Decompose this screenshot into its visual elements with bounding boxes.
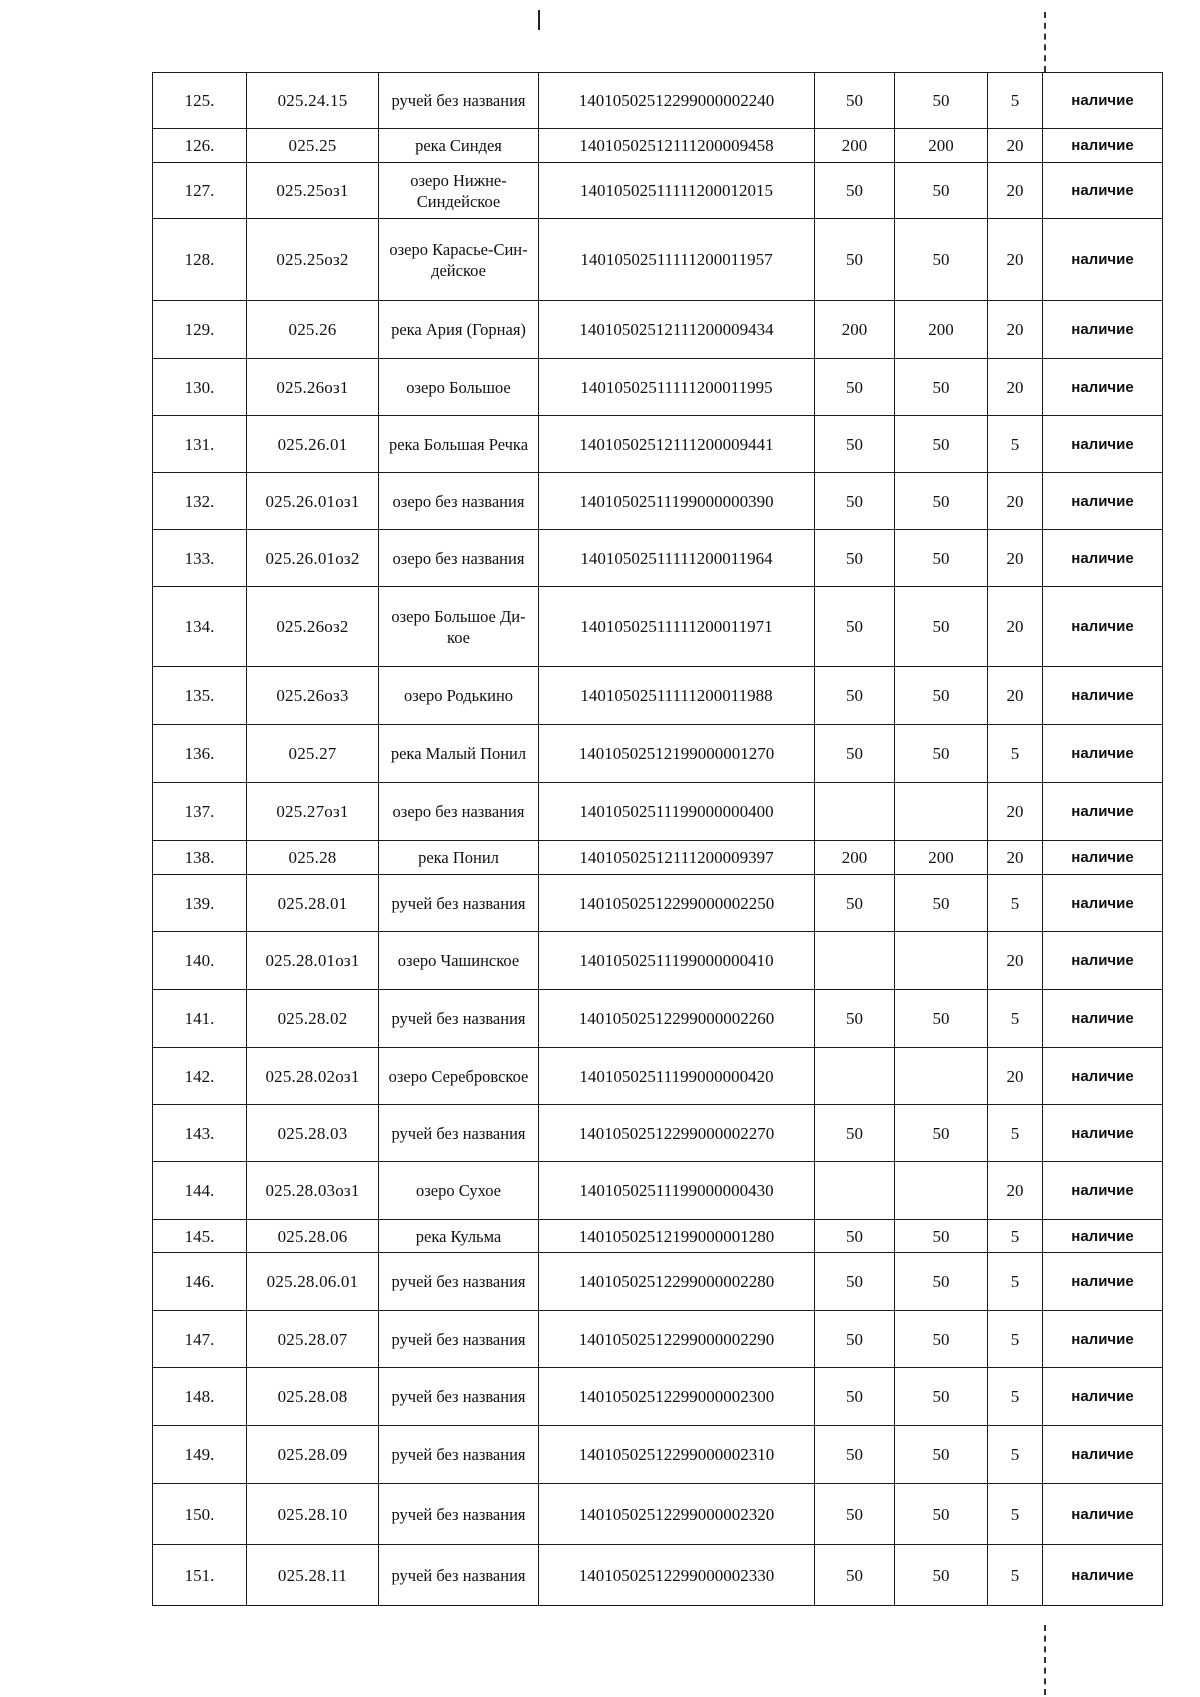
water-protection-zone-width-cell: 50 [815,359,895,416]
availability-status-cell: наличие [1043,1162,1163,1220]
registry-id-cell: 14010502512299000002290 [539,1311,815,1368]
water-protection-zone-width-cell: 50 [815,1426,895,1484]
registry-id-cell: 14010502512299000002300 [539,1368,815,1426]
availability-status-cell: наличие [1043,1368,1163,1426]
row-number-cell: 147. [153,1311,247,1368]
registry-id-cell: 14010502512299000002270 [539,1105,815,1162]
coastal-protection-strip-width-cell: 50 [895,875,988,932]
object-code-cell: 025.25оз2 [247,219,379,301]
availability-status-cell: наличие [1043,587,1163,667]
object-name-cell: ручей без названия [379,990,539,1048]
registry-id-cell: 14010502511199000000420 [539,1048,815,1105]
coastal-strip-width-cell: 5 [988,1545,1043,1606]
object-name-cell: озеро Серебровское [379,1048,539,1105]
table-row [153,1368,1163,1426]
coastal-strip-width-cell: 5 [988,990,1043,1048]
table-row [153,875,1163,932]
coastal-protection-strip-width-cell: 50 [895,990,988,1048]
object-name-cell: ручей без названия [379,1253,539,1311]
coastal-strip-width-cell: 5 [988,1253,1043,1311]
table-row [153,1220,1163,1253]
water-protection-zone-width-cell: 50 [815,725,895,783]
row-number-cell: 128. [153,219,247,301]
availability-status-cell: наличие [1043,530,1163,587]
registry-id-cell: 14010502511111200011971 [539,587,815,667]
table-row [153,1105,1163,1162]
object-name-cell: ручей без названия [379,1545,539,1606]
registry-id-cell: 14010502511111200011988 [539,667,815,725]
availability-status-cell: наличие [1043,1311,1163,1368]
table-row [153,841,1163,875]
row-number-cell: 143. [153,1105,247,1162]
scan-edge-line-top [1044,12,1046,72]
coastal-strip-width-cell: 20 [988,1048,1043,1105]
row-number-cell: 136. [153,725,247,783]
table-row [153,1048,1163,1105]
registry-id-cell: 14010502511199000000410 [539,932,815,990]
object-name-cell: ручей без названия [379,1484,539,1545]
registry-id-cell: 14010502512299000002240 [539,73,815,129]
table-row [153,932,1163,990]
registry-id-cell: 14010502511111200011964 [539,530,815,587]
availability-status-cell: наличие [1043,875,1163,932]
registry-id-cell: 14010502511199000000400 [539,783,815,841]
object-code-cell: 025.28.08 [247,1368,379,1426]
object-code-cell: 025.26оз2 [247,587,379,667]
row-number-cell: 131. [153,416,247,473]
availability-status-cell: наличие [1043,1545,1163,1606]
coastal-strip-width-cell: 5 [988,1105,1043,1162]
coastal-strip-width-cell: 5 [988,1220,1043,1253]
coastal-protection-strip-width-cell [895,1162,988,1220]
object-code-cell: 025.26.01оз1 [247,473,379,530]
coastal-protection-strip-width-cell: 50 [895,1220,988,1253]
row-number-cell: 149. [153,1426,247,1484]
availability-status-cell: наличие [1043,301,1163,359]
water-bodies-table [152,72,1163,1606]
water-protection-zone-width-cell: 50 [815,530,895,587]
coastal-protection-strip-width-cell: 50 [895,1545,988,1606]
object-code-cell: 025.26.01 [247,416,379,473]
coastal-protection-strip-width-cell: 50 [895,359,988,416]
coastal-strip-width-cell: 20 [988,841,1043,875]
water-protection-zone-width-cell: 50 [815,163,895,219]
object-name-cell: озеро без названия [379,783,539,841]
coastal-protection-strip-width-cell [895,1048,988,1105]
registry-id-cell: 14010502512299000002330 [539,1545,815,1606]
table-row [153,359,1163,416]
coastal-protection-strip-width-cell: 50 [895,725,988,783]
row-number-cell: 127. [153,163,247,219]
object-code-cell: 025.25оз1 [247,163,379,219]
water-protection-zone-width-cell: 50 [815,1311,895,1368]
availability-status-cell: наличие [1043,1220,1163,1253]
row-number-cell: 151. [153,1545,247,1606]
object-name-cell: озеро Большое [379,359,539,416]
row-number-cell: 132. [153,473,247,530]
object-code-cell: 025.28.02оз1 [247,1048,379,1105]
row-number-cell: 129. [153,301,247,359]
availability-status-cell: наличие [1043,783,1163,841]
registry-id-cell: 14010502512111200009441 [539,416,815,473]
coastal-protection-strip-width-cell: 50 [895,1484,988,1545]
registry-id-cell: 14010502512111200009434 [539,301,815,359]
registry-id-cell: 14010502512299000002250 [539,875,815,932]
registry-id-cell: 14010502511199000000430 [539,1162,815,1220]
registry-id-cell: 14010502512111200009397 [539,841,815,875]
coastal-protection-strip-width-cell: 50 [895,416,988,473]
object-name-cell: озеро Большое Ди-кое [379,587,539,667]
row-number-cell: 133. [153,530,247,587]
row-number-cell: 146. [153,1253,247,1311]
availability-status-cell: наличие [1043,473,1163,530]
water-protection-zone-width-cell: 50 [815,219,895,301]
object-name-cell: река Малый Понил [379,725,539,783]
scan-edge-line-bottom [1044,1625,1046,1695]
object-name-cell: ручей без названия [379,1311,539,1368]
table-row [153,301,1163,359]
water-protection-zone-width-cell [815,932,895,990]
object-code-cell: 025.28.06 [247,1220,379,1253]
object-code-cell: 025.28.11 [247,1545,379,1606]
coastal-strip-width-cell: 20 [988,932,1043,990]
coastal-strip-width-cell: 20 [988,587,1043,667]
object-name-cell: озеро Родькино [379,667,539,725]
row-number-cell: 144. [153,1162,247,1220]
coastal-protection-strip-width-cell: 50 [895,1253,988,1311]
object-name-cell: река Ария (Горная) [379,301,539,359]
coastal-strip-width-cell: 20 [988,473,1043,530]
coastal-protection-strip-width-cell: 50 [895,1105,988,1162]
water-protection-zone-width-cell: 50 [815,990,895,1048]
coastal-strip-width-cell: 20 [988,667,1043,725]
water-protection-zone-width-cell: 50 [815,1545,895,1606]
row-number-cell: 126. [153,129,247,163]
availability-status-cell: наличие [1043,1484,1163,1545]
coastal-protection-strip-width-cell: 50 [895,587,988,667]
table-row [153,73,1163,129]
object-code-cell: 025.28.09 [247,1426,379,1484]
coastal-protection-strip-width-cell: 50 [895,530,988,587]
water-protection-zone-width-cell: 50 [815,1253,895,1311]
water-protection-zone-width-cell: 200 [815,841,895,875]
row-number-cell: 148. [153,1368,247,1426]
water-protection-zone-width-cell: 50 [815,73,895,129]
availability-status-cell: наличие [1043,416,1163,473]
coastal-protection-strip-width-cell: 50 [895,473,988,530]
row-number-cell: 134. [153,587,247,667]
object-name-cell: озеро Сухое [379,1162,539,1220]
registry-id-cell: 14010502511111200011995 [539,359,815,416]
object-code-cell: 025.24.15 [247,73,379,129]
coastal-strip-width-cell: 5 [988,725,1043,783]
coastal-protection-strip-width-cell: 200 [895,841,988,875]
water-protection-zone-width-cell: 200 [815,301,895,359]
object-code-cell: 025.27 [247,725,379,783]
table-row [153,129,1163,163]
object-code-cell: 025.28.10 [247,1484,379,1545]
water-protection-zone-width-cell: 50 [815,1220,895,1253]
registry-id-cell: 14010502512299000002280 [539,1253,815,1311]
registry-id-cell: 14010502511199000000390 [539,473,815,530]
registry-id-cell: 14010502512199000001270 [539,725,815,783]
availability-status-cell: наличие [1043,129,1163,163]
table-row [153,163,1163,219]
table-row [153,1545,1163,1606]
object-code-cell: 025.26оз3 [247,667,379,725]
object-name-cell: река Синдея [379,129,539,163]
availability-status-cell: наличие [1043,73,1163,129]
availability-status-cell: наличие [1043,1426,1163,1484]
water-protection-zone-width-cell: 50 [815,1368,895,1426]
coastal-strip-width-cell: 20 [988,129,1043,163]
table-row [153,587,1163,667]
object-name-cell: ручей без названия [379,73,539,129]
coastal-protection-strip-width-cell [895,932,988,990]
object-code-cell: 025.27оз1 [247,783,379,841]
coastal-protection-strip-width-cell: 200 [895,129,988,163]
availability-status-cell: наличие [1043,667,1163,725]
water-protection-zone-width-cell: 50 [815,587,895,667]
object-code-cell: 025.25 [247,129,379,163]
availability-status-cell: наличие [1043,359,1163,416]
registry-id-cell: 14010502512299000002310 [539,1426,815,1484]
registry-id-cell: 14010502512299000002320 [539,1484,815,1545]
registry-id-cell: 14010502511111200011957 [539,219,815,301]
row-number-cell: 137. [153,783,247,841]
water-protection-zone-width-cell: 50 [815,1484,895,1545]
water-protection-zone-width-cell [815,1048,895,1105]
coastal-strip-width-cell: 5 [988,416,1043,473]
object-name-cell: озеро Чашинское [379,932,539,990]
coastal-protection-strip-width-cell: 50 [895,1426,988,1484]
table-row [153,219,1163,301]
coastal-protection-strip-width-cell: 50 [895,219,988,301]
row-number-cell: 135. [153,667,247,725]
water-protection-zone-width-cell: 50 [815,875,895,932]
table-row [153,1426,1163,1484]
table-body [153,73,1163,1606]
row-number-cell: 142. [153,1048,247,1105]
water-protection-zone-width-cell: 200 [815,129,895,163]
availability-status-cell: наличие [1043,841,1163,875]
availability-status-cell: наличие [1043,932,1163,990]
table-row [153,530,1163,587]
row-number-cell: 140. [153,932,247,990]
availability-status-cell: наличие [1043,163,1163,219]
object-code-cell: 025.28.02 [247,990,379,1048]
object-name-cell: ручей без названия [379,875,539,932]
object-name-cell: озеро без названия [379,473,539,530]
water-protection-zone-width-cell: 50 [815,667,895,725]
coastal-strip-width-cell: 5 [988,1368,1043,1426]
table-row [153,725,1163,783]
coastal-protection-strip-width-cell: 50 [895,73,988,129]
object-code-cell: 025.28.03оз1 [247,1162,379,1220]
availability-status-cell: наличие [1043,990,1163,1048]
object-name-cell: ручей без названия [379,1426,539,1484]
coastal-strip-width-cell: 5 [988,1311,1043,1368]
table-row [153,990,1163,1048]
object-name-cell: ручей без названия [379,1368,539,1426]
table-row [153,1253,1163,1311]
object-name-cell: озеро без названия [379,530,539,587]
coastal-protection-strip-width-cell [895,783,988,841]
registry-id-cell: 14010502512111200009458 [539,129,815,163]
table-row [153,1162,1163,1220]
water-protection-zone-width-cell: 50 [815,473,895,530]
table-row [153,667,1163,725]
object-name-cell: ручей без названия [379,1105,539,1162]
object-code-cell: 025.28.01оз1 [247,932,379,990]
table-row [153,1311,1163,1368]
coastal-strip-width-cell: 5 [988,1484,1043,1545]
registry-id-cell: 14010502511111200012015 [539,163,815,219]
coastal-strip-width-cell: 20 [988,530,1043,587]
table-row [153,1484,1163,1545]
water-protection-zone-width-cell: 50 [815,416,895,473]
coastal-protection-strip-width-cell: 50 [895,667,988,725]
object-code-cell: 025.28.06.01 [247,1253,379,1311]
row-number-cell: 150. [153,1484,247,1545]
row-number-cell: 145. [153,1220,247,1253]
coastal-protection-strip-width-cell: 200 [895,301,988,359]
registry-id-cell: 14010502512299000002260 [539,990,815,1048]
coastal-protection-strip-width-cell: 50 [895,1311,988,1368]
availability-status-cell: наличие [1043,219,1163,301]
coastal-protection-strip-width-cell: 50 [895,163,988,219]
coastal-strip-width-cell: 20 [988,219,1043,301]
table-row [153,783,1163,841]
coastal-strip-width-cell: 20 [988,301,1043,359]
row-number-cell: 139. [153,875,247,932]
table-row [153,416,1163,473]
coastal-protection-strip-width-cell: 50 [895,1368,988,1426]
water-protection-zone-width-cell [815,1162,895,1220]
object-name-cell: река Понил [379,841,539,875]
row-number-cell: 138. [153,841,247,875]
coastal-strip-width-cell: 20 [988,163,1043,219]
object-name-cell: река Большая Речка [379,416,539,473]
scan-mark [538,10,540,30]
object-code-cell: 025.28.03 [247,1105,379,1162]
object-code-cell: 025.26.01оз2 [247,530,379,587]
object-code-cell: 025.26 [247,301,379,359]
availability-status-cell: наличие [1043,1048,1163,1105]
registry-id-cell: 14010502512199000001280 [539,1220,815,1253]
coastal-strip-width-cell: 5 [988,1426,1043,1484]
coastal-strip-width-cell: 20 [988,1162,1043,1220]
row-number-cell: 130. [153,359,247,416]
object-name-cell: озеро Карасье-Син-дейское [379,219,539,301]
object-code-cell: 025.28 [247,841,379,875]
table-row [153,473,1163,530]
coastal-strip-width-cell: 20 [988,783,1043,841]
coastal-strip-width-cell: 5 [988,875,1043,932]
object-code-cell: 025.28.07 [247,1311,379,1368]
coastal-strip-width-cell: 20 [988,359,1043,416]
row-number-cell: 125. [153,73,247,129]
object-name-cell: река Кульма [379,1220,539,1253]
water-protection-zone-width-cell: 50 [815,1105,895,1162]
availability-status-cell: наличие [1043,1105,1163,1162]
object-code-cell: 025.28.01 [247,875,379,932]
row-number-cell: 141. [153,990,247,1048]
object-name-cell: озеро Нижне-Синдейское [379,163,539,219]
object-code-cell: 025.26оз1 [247,359,379,416]
coastal-strip-width-cell: 5 [988,73,1043,129]
availability-status-cell: наличие [1043,725,1163,783]
availability-status-cell: наличие [1043,1253,1163,1311]
water-protection-zone-width-cell [815,783,895,841]
